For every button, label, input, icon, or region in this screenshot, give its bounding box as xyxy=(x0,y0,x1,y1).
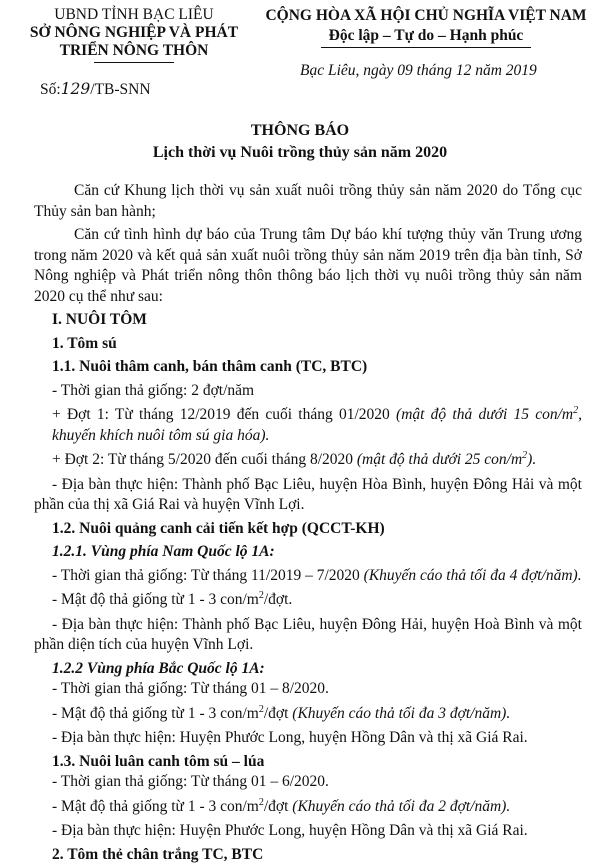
superscript: 2 xyxy=(259,703,264,714)
item-1-1-c-note xyxy=(357,451,536,468)
date-day: 09 xyxy=(397,62,413,79)
item-1-2-2-c: - Địa bàn thực hiện: Huyện Phước Long, huyện Hồng Dân và thị xã Giá Rai. xyxy=(34,728,582,749)
item-1-2-1-a-text: - Thời gian thả giống: Từ tháng 11/2019 – 7/2020 xyxy=(52,567,364,584)
doc-number-suffix: /TB-SNN xyxy=(90,81,150,98)
item-1-2-2-b-post: /đợt xyxy=(264,705,292,722)
paragraph-basis-2: Căn cứ tình hình dự báo của Trung tâm Dự báo khí tượng thủy văn Trung ương trong năm 2020 và kết quả sản xuất nuôi trồng thủy sản năm 2019 trên địa bàn tỉnh, Sở Nông nghiệp và Phát triển nông thôn thông báo lịch thời vụ nuôi trồng thủy sản năm 2020 cụ thể như sau: xyxy=(34,225,582,307)
issue-date xyxy=(300,62,537,80)
doc-number-handwritten: 129 xyxy=(61,80,91,98)
item-1-3-c: - Địa bàn thực hiện: Huyện Phước Long, huyện Hồng Dân và thị xã Giá Rai. xyxy=(34,821,582,842)
title-main: THÔNG BÁO xyxy=(0,120,600,142)
item-1-2-1-a xyxy=(34,566,582,587)
heading-2: 2. Tôm thẻ chân trắng TC, BTC xyxy=(34,845,582,865)
national-title: CỘNG HÒA XÃ HỘI CHỦ NGHĨA VIỆT NAM xyxy=(252,6,600,26)
paragraph-basis-1: Căn cứ Khung lịch thời vụ sản xuất nuôi trồng thủy sản năm 2020 do Tổng cục Thủy sản ban hành; xyxy=(34,181,582,222)
item-1-1-c xyxy=(34,450,582,471)
item-1-3-b-note: (Khuyến cáo thả tối đa 2 đợt/năm). xyxy=(292,798,510,815)
note-1-1-b-post: , khuyến khích nuôi tôm sú gia hóa). xyxy=(52,406,582,444)
item-1-1-b xyxy=(34,405,582,446)
note-1-1-c-post: ). xyxy=(527,451,536,468)
item-1-2-1-b xyxy=(34,590,582,611)
heading-1-3: 1.3. Nuôi luân canh tôm sú – lúa xyxy=(34,752,582,773)
heading-1: 1. Tôm sú xyxy=(34,334,582,355)
document-title xyxy=(0,120,600,164)
issuer-parent: UBND TỈNH BẠC LIÊU xyxy=(14,6,254,24)
note-1-1-c-pre: (mật độ thả dưới 25 con/m xyxy=(357,451,522,468)
item-1-2-1-a-note: (Khuyến cáo thả tối đa 4 đợt/năm). xyxy=(364,567,582,584)
item-1-1-d: - Địa bàn thực hiện: Thành phố Bạc Liêu, huyện Hòa Bình, huyện Đông Hải và một phần của thị xã Giá Rai và huyện Vĩnh Lợi. xyxy=(34,475,582,516)
item-1-2-1-b-pre: - Mật độ thả giống từ 1 - 3 con/m xyxy=(52,591,259,608)
superscript: 2 xyxy=(259,590,264,601)
item-1-1-c-text: + Đợt 2: Từ tháng 5/2020 đến cuối tháng 8/2020 xyxy=(52,451,357,468)
item-1-1-a: - Thời gian thả giống: 2 đợt/năm xyxy=(34,381,582,402)
superscript: 2 xyxy=(522,450,527,461)
item-1-2-1-c: - Địa bàn thực hiện: Thành phố Bạc Liêu, huyện Đông Hải, huyện Hoà Bình và một phần diện tích của huyện Vĩnh Lợi. xyxy=(34,615,582,656)
date-month: 12 xyxy=(456,62,472,79)
heading-1-2: 1.2. Nuôi quảng canh cải tiến kết hợp (QCCT-KH) xyxy=(34,519,582,540)
title-sub: Lịch thời vụ Nuôi trồng thủy sản năm 2020 xyxy=(0,142,600,164)
national-motto: Độc lập – Tự do – Hạnh phúc xyxy=(252,26,600,46)
item-1-2-2-b xyxy=(34,704,582,725)
item-1-3-b-pre: - Mật độ thả giống từ 1 - 3 con/m xyxy=(52,798,259,815)
item-1-2-2-b-pre: - Mật độ thả giống từ 1 - 3 con/m xyxy=(52,705,259,722)
date-month-word: tháng xyxy=(417,62,452,79)
heading-1-2-2: 1.2.2 Vùng phía Bắc Quốc lộ 1A: xyxy=(34,659,582,680)
superscript: 2 xyxy=(259,796,264,807)
item-1-1-b-text: + Đợt 1: Từ tháng 12/2019 đến cuối tháng 01/2020 xyxy=(52,406,396,423)
item-1-2-1-b-post: /đợt. xyxy=(264,591,292,608)
doc-number-prefix: Số: xyxy=(40,81,61,98)
national-header xyxy=(252,6,600,48)
motto-underline xyxy=(321,47,531,48)
note-1-1-b-pre: (mật độ thả dưới 15 con/m xyxy=(396,406,573,423)
item-1-2-2-a: - Thời gian thả giống: Từ tháng 01 – 8/2020. xyxy=(34,679,582,700)
item-1-2-2-b-note: (Khuyến cáo thả tối đa 3 đợt/năm). xyxy=(292,705,510,722)
issuer-underline xyxy=(94,62,174,63)
item-1-3-b xyxy=(34,797,582,818)
issuer-name-line2: TRIỂN NÔNG THÔN xyxy=(14,42,254,60)
issuer-header xyxy=(14,6,254,63)
document-number xyxy=(40,80,151,99)
item-1-3-a: - Thời gian thả giống: Từ tháng 01 – 6/2020. xyxy=(34,772,582,793)
heading-1-1: 1.1. Nuôi thâm canh, bán thâm canh (TC, BTC) xyxy=(34,357,582,378)
heading-1-2-1: 1.2.1. Vùng phía Nam Quốc lộ 1A: xyxy=(34,542,582,563)
issuer-name-line1: SỞ NÔNG NGHIỆP VÀ PHÁT xyxy=(14,24,254,42)
item-1-3-b-post: /đợt xyxy=(264,798,292,815)
superscript: 2 xyxy=(573,405,578,416)
document-body xyxy=(34,181,582,865)
date-prefix: Bạc Liêu, ngày xyxy=(300,62,393,79)
section-heading-I: I. NUÔI TÔM xyxy=(34,310,582,331)
date-year: năm 2019 xyxy=(475,62,537,79)
